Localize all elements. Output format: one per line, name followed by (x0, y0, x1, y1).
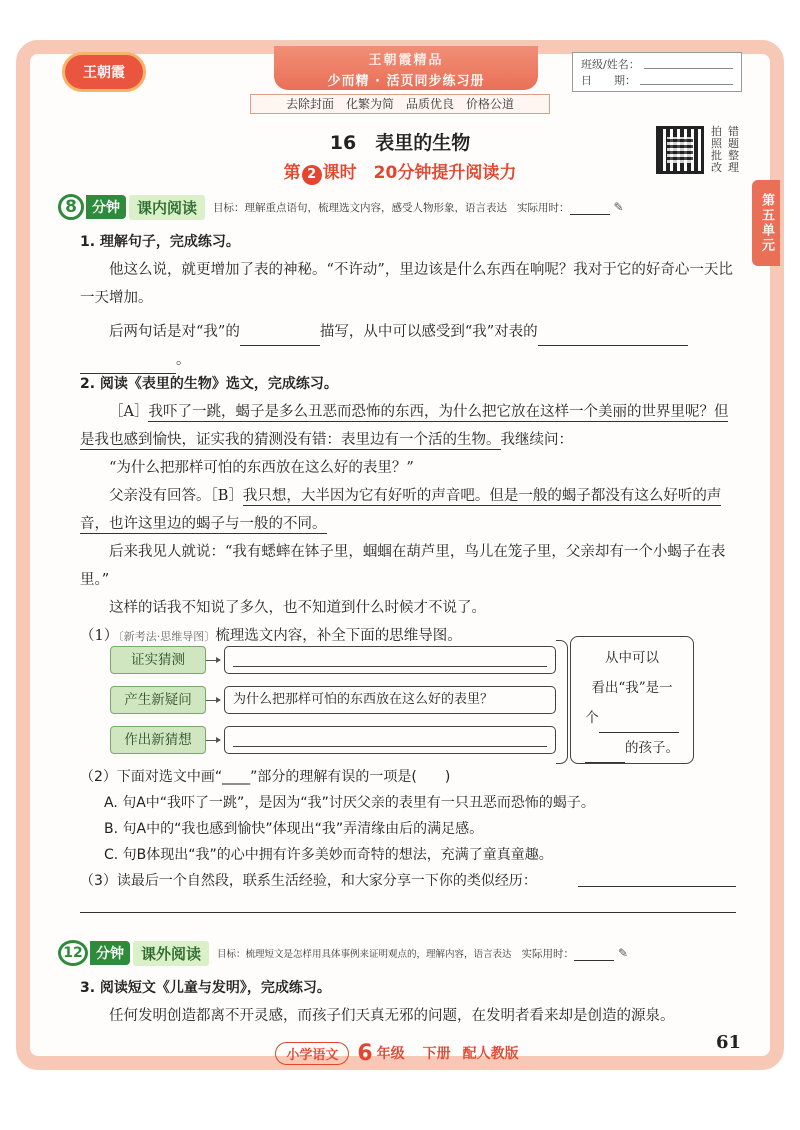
footer-grade: 6 (357, 1040, 373, 1066)
section-minutes: 12 (58, 940, 88, 966)
time-field[interactable] (570, 205, 610, 215)
mind-row-question (110, 686, 556, 714)
mind-map (110, 642, 560, 762)
sub1-text: 梳理选文内容，补全下面的思维导图。 (215, 628, 462, 644)
pen-icon: ✎ (613, 200, 624, 214)
underlined-sentence-a: 我吓了一跳，蝎子是多么丑恶而恐怖的东西，为什么把它放在这样一个美丽的世界里呢？但是我也感到愉快，证实我的猜测没有错：表里边有一个活的生物。 (80, 404, 729, 448)
section-goal: 目标：理解重点语句，梳理选文内容，感受人物形象，语言表达 (213, 201, 508, 214)
qr-char: 理 (728, 161, 739, 174)
qr-label (708, 126, 742, 174)
new-exam-tag: 〔新考法·思维导图〕 (118, 630, 216, 643)
q2-sub3-blank-1[interactable] (578, 886, 736, 887)
q1-prompt-b: 描写，从中可以感受到“我”对表的 (319, 324, 538, 340)
qr-code-icon[interactable] (656, 126, 704, 174)
side-text-1: 从中可以 (605, 650, 659, 666)
qr-char: 错 (728, 125, 739, 138)
q3-head: 3. 阅读短文《儿童与发明》，完成练习。 (80, 980, 331, 996)
side-text-2: 看出“我”是一 (591, 680, 673, 696)
mind-row-verify (110, 646, 556, 674)
mind-row-guess (110, 726, 556, 754)
question-1 (80, 228, 740, 374)
footer-volume: 下册 (422, 1046, 451, 1062)
option-c[interactable]: C. 句B体现出“我”的心中拥有许多美妙而奇特的想法，充满了童真童趣。 (104, 847, 553, 863)
option-b[interactable]: B. 句A中的“我也感到愉快”体现出“我”弄清缘由后的满足感。 (104, 821, 484, 837)
lesson-title: 表里的生物 (375, 132, 471, 154)
q2-p3-head: 父亲没有回答。 (109, 488, 211, 504)
side-blank-2[interactable] (585, 747, 625, 763)
section-name: 课内阅读 (129, 195, 205, 220)
series-name: 少而精 · 活页同步练习册 (327, 74, 485, 89)
mind-conclusion-box (570, 636, 694, 764)
question-2 (80, 370, 740, 651)
actual-time (522, 946, 615, 961)
q2-sub3-blank-2[interactable] (80, 912, 736, 913)
side-text-4: 的孩子。 (625, 740, 679, 756)
footer-subject: 小学语文 (275, 1042, 349, 1065)
mark-a: ［A］ (109, 404, 149, 420)
q2-p1 (80, 398, 740, 454)
brace-icon (556, 640, 568, 764)
q1-prompt-a: 后两句话是对“我”的 (109, 324, 240, 340)
underlined-sentence-b: 我只想，大半因为它有好听的声音吧。但是一般的蝎子都没有这么好听的声音，也许这里边的蝎子与一般的不同。 (80, 488, 722, 532)
sub-suffix: 课时 20分钟提升阅读力 (322, 163, 517, 183)
mind-answer-1[interactable] (224, 646, 556, 674)
q2-p2: “为什么把那样可怕的东西放在这么好的表里？” (109, 460, 414, 476)
q1-passage: 他这么说，就更增加了表的神秘。“不许动”，里边该是什么东西在响呢？我对于它的好奇心一天比一天增加。 (80, 262, 733, 306)
q3-passage: 任何发明创造都离不开灵感，而孩子们天真无邪的问题，在发明者看来却是创造的源泉。 (109, 1008, 675, 1024)
q1-period: 。 (176, 352, 191, 368)
footer-edition: 配人教版 (462, 1046, 519, 1062)
section-min-label: 分钟 (86, 195, 126, 219)
q2-sub3: （3）读最后一个自然段，联系生活经验，和大家分享一下你的类似经历： (80, 873, 537, 889)
side-line-3 (579, 703, 685, 733)
side-line-4 (579, 733, 685, 763)
q2-p4: 后来我见人就说：“我有蟋蟀在钵子里，蝈蝈在葫芦里，鸟儿在笼子里，父亲却有一个小蝎子在表里。” (80, 544, 726, 588)
period-number: 2 (302, 165, 322, 185)
q1-blank-1[interactable] (240, 328, 320, 346)
footer (240, 1040, 560, 1066)
side-text-3: 个 (585, 710, 599, 726)
class-date-box (572, 52, 742, 92)
sub1-num: （1） (80, 628, 119, 644)
brand-name: 王朝霞精品 (368, 53, 444, 68)
lesson-number: 16 (329, 132, 357, 154)
q1-prompt (80, 318, 740, 346)
qr-char: 批 (711, 149, 722, 162)
class-field[interactable] (644, 59, 733, 69)
section-inclass-header (58, 194, 748, 220)
arrow-right-icon (206, 660, 220, 661)
section-outclass-header (58, 940, 748, 966)
side-blank-1[interactable] (599, 717, 679, 733)
mind-answer-3[interactable] (224, 726, 556, 754)
qr-char: 题 (728, 137, 739, 150)
section-min-label: 分钟 (90, 941, 130, 965)
section-minutes: 8 (58, 194, 84, 220)
page-number: 61 (716, 1032, 742, 1053)
header-ribbon (274, 46, 538, 90)
qr-char: 拍 (711, 125, 722, 138)
option-a[interactable]: A. 句A中“我吓了一跳”，是因为“我”讨厌父亲的表里有一只丑恶而恐怖的蝎子。 (104, 795, 595, 811)
q2-sub2: （2）下面对选文中画“____”部分的理解有误的一项是( ) (80, 769, 451, 785)
arrow-right-icon (206, 700, 220, 701)
sub-prefix: 第 (283, 163, 301, 183)
logo: 王朝霞 (62, 52, 146, 92)
arrow-right-icon (206, 740, 220, 741)
q1-blank-2[interactable] (538, 328, 688, 346)
footer-grade-suffix: 年级 (376, 1046, 405, 1062)
qr-char: 改 (711, 161, 722, 174)
time-field[interactable] (574, 951, 614, 961)
q2-p3 (80, 482, 740, 538)
section-goal: 目标：梳理短文是怎样用具体事例来证明观点的，理解内容，语言表达 (217, 949, 512, 960)
date-label: 日 期： (581, 74, 636, 87)
time-label: 实际用时： (521, 947, 575, 960)
mind-label-question: 产生新疑问 (110, 686, 206, 714)
q2-p1-tail: 我继续问： (500, 432, 573, 448)
mark-b: ［B］ (210, 488, 243, 504)
time-label: 实际用时： (517, 201, 570, 214)
mind-label-verify: 证实猜测 (110, 646, 206, 674)
unit-tab: 第五单元 (752, 180, 780, 266)
qr-char: 整 (728, 149, 739, 162)
q2-head: 2. 阅读《表里的生物》选文，完成练习。 (80, 376, 338, 392)
mind-label-guess: 作出新猜想 (110, 726, 206, 754)
actual-time (517, 200, 610, 215)
date-field[interactable] (640, 75, 733, 85)
question-3 (80, 974, 740, 1030)
slogan: 去除封面 化繁为简 品质优良 价格公道 (250, 94, 550, 114)
q1-head: 1. 理解句子，完成练习。 (80, 234, 240, 250)
section-name: 课外阅读 (133, 941, 209, 966)
q2-p5: 这样的话我不知说了多久，也不知道到什么时候才不说了。 (109, 600, 486, 616)
mind-middle-text: 为什么把那样可怕的东西放在这么好的表里？ (224, 686, 556, 714)
class-label: 班级/姓名： (581, 58, 640, 71)
qr-char: 照 (711, 137, 722, 150)
pen-icon: ✎ (618, 946, 629, 960)
